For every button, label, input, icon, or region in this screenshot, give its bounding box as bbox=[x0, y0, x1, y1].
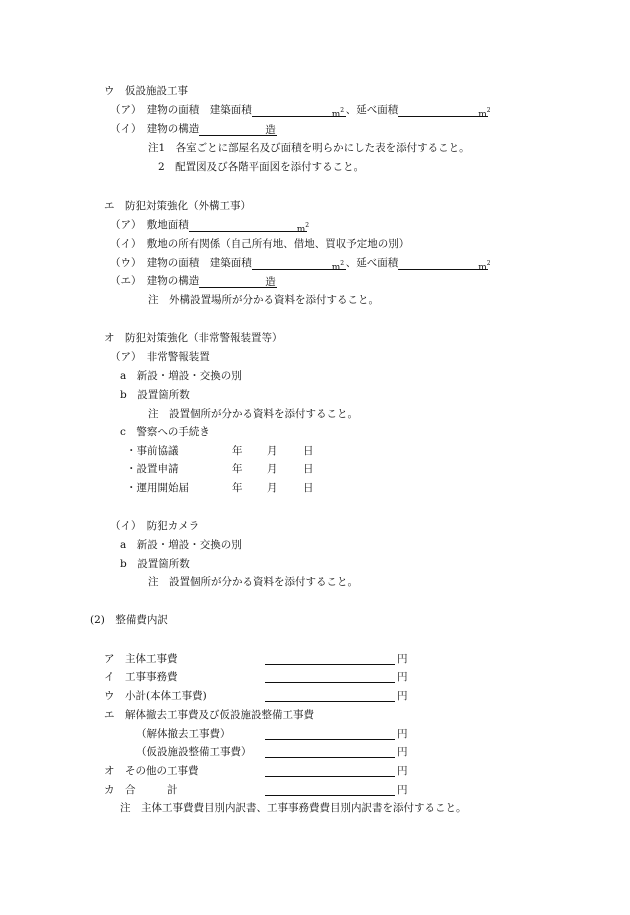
unit-m2: m bbox=[478, 110, 487, 120]
cost-item-blank bbox=[265, 763, 395, 777]
floor-area-label: 、延べ面積 bbox=[345, 104, 399, 116]
cost-item-label: （解体撤去工事費） bbox=[136, 728, 231, 740]
alarm-install-type: a 新設・増設・交換の別 bbox=[120, 370, 242, 382]
structure-label: （エ） 建物の構造 bbox=[110, 275, 200, 287]
yen-unit: 円 bbox=[397, 690, 408, 702]
section-e-structure-row bbox=[110, 274, 277, 288]
cost-item-label: （仮設施設整備工事費） bbox=[136, 746, 252, 758]
section-e-title: エ 防犯対策強化（外構工事） bbox=[104, 200, 251, 212]
section-u-area-row: （ア） 建物の面積 建築面積 $m^2$ 、延べ面積 $m^2$ bbox=[110, 104, 491, 120]
floor-area-blank bbox=[398, 104, 478, 117]
cost-item-label: イ 工事事務費 bbox=[104, 671, 178, 683]
alarm-title: （ア） 非常警報装置 bbox=[110, 351, 210, 363]
yen-unit: 円 bbox=[397, 728, 408, 740]
yen-unit: 円 bbox=[397, 653, 408, 665]
unit-m2: m bbox=[331, 110, 341, 120]
alarm-note: 注 設置個所が分かる資料を添付すること。 bbox=[148, 408, 358, 420]
section-o-title: オ 防犯対策強化（非常警報装置等） bbox=[104, 332, 283, 344]
section-e-area-row: （ウ） 建物の面積 建築面積 $m^2$ 、延べ面積 $m^2$ bbox=[110, 257, 491, 273]
building-area-blank bbox=[252, 257, 332, 270]
section-u-note2: 2 配置図及び各階平面図を添付すること。 bbox=[158, 161, 365, 173]
cost-item-blank bbox=[265, 782, 395, 796]
cost-item-label: ウ 小計(本体工事費) bbox=[104, 690, 207, 702]
camera-install-type: a 新設・増設・交換の別 bbox=[120, 539, 242, 551]
cost-breakdown-title: (2) 整備費内訳 bbox=[90, 614, 168, 626]
cost-item-label: エ 解体撤去工事費及び仮設施設整備工事費 bbox=[104, 709, 314, 721]
step-day: 日 bbox=[303, 445, 314, 457]
structure-blank bbox=[199, 123, 265, 136]
section-e-site-area-row: （ア） 敷地面積 $m^2$ bbox=[110, 219, 310, 235]
step-day: 日 bbox=[303, 463, 314, 475]
yen-unit: 円 bbox=[397, 765, 408, 777]
police-procedure: c 警察への手続き bbox=[120, 426, 210, 438]
step-label: ・設置申請 bbox=[126, 463, 179, 475]
yen-unit: 円 bbox=[397, 746, 408, 758]
structure-label: （イ） 建物の構造 bbox=[110, 123, 200, 135]
yen-unit: 円 bbox=[397, 784, 408, 796]
unit-m2: m bbox=[478, 263, 487, 273]
step-label: ・事前協議 bbox=[126, 445, 179, 457]
yen-unit: 円 bbox=[397, 671, 408, 683]
site-area-label: （ア） 敷地面積 bbox=[110, 219, 189, 231]
floor-area-blank bbox=[398, 257, 478, 270]
step-label: ・運用開始届 bbox=[126, 482, 189, 494]
cost-item-blank bbox=[265, 669, 395, 683]
unit-m2: m bbox=[296, 225, 306, 235]
alarm-install-count: b 設置箇所数 bbox=[120, 389, 190, 401]
step-month: 月 bbox=[267, 445, 278, 457]
camera-title: （イ） 防犯カメラ bbox=[110, 520, 200, 532]
floor-area-label: 、延べ面積 bbox=[345, 257, 399, 269]
section-u-title: ウ 仮設施設工事 bbox=[104, 85, 188, 97]
cost-item-blank bbox=[265, 651, 395, 665]
cost-item-blank bbox=[265, 744, 395, 758]
building-area-label: （ウ） 建物の面積 建築面積 bbox=[110, 257, 252, 269]
cost-item-blank bbox=[265, 688, 395, 702]
camera-note: 注 設置個所が分かる資料を添付すること。 bbox=[148, 576, 358, 588]
structure-suffix: 造 bbox=[265, 124, 276, 136]
section-u-note1: 注1 各室ごとに部屋名及び面積を明らかにした表を添付すること。 bbox=[148, 142, 470, 154]
cost-note: 注 主体工事費費目別内訳書、工事事務費費目別内訳書を添付すること。 bbox=[120, 802, 467, 814]
cost-item-label: オ その他の工事費 bbox=[104, 765, 199, 777]
section-e-note: 注 外構設置場所が分かる資料を添付すること。 bbox=[148, 294, 379, 306]
step-month: 月 bbox=[267, 463, 278, 475]
section-u-structure-row bbox=[110, 122, 277, 136]
step-year: 年 bbox=[232, 445, 243, 457]
building-area-blank bbox=[252, 104, 332, 117]
step-year: 年 bbox=[232, 463, 243, 475]
cost-item-label: ア 主体工事費 bbox=[104, 653, 178, 665]
cost-item-blank bbox=[265, 726, 395, 740]
structure-suffix: 造 bbox=[265, 276, 276, 288]
site-area-blank bbox=[189, 219, 297, 232]
cost-item-label: カ 合 計 bbox=[104, 784, 178, 796]
section-e-ownership: （イ） 敷地の所有関係（自己所有地、借地、買収予定地の別） bbox=[110, 238, 410, 250]
unit-m2: m bbox=[331, 263, 341, 273]
structure-blank bbox=[199, 275, 265, 288]
step-day: 日 bbox=[303, 482, 314, 494]
step-month: 月 bbox=[267, 482, 278, 494]
step-year: 年 bbox=[232, 482, 243, 494]
building-area-label: （ア） 建物の面積 建築面積 bbox=[110, 104, 252, 116]
camera-install-count: b 設置箇所数 bbox=[120, 558, 190, 570]
